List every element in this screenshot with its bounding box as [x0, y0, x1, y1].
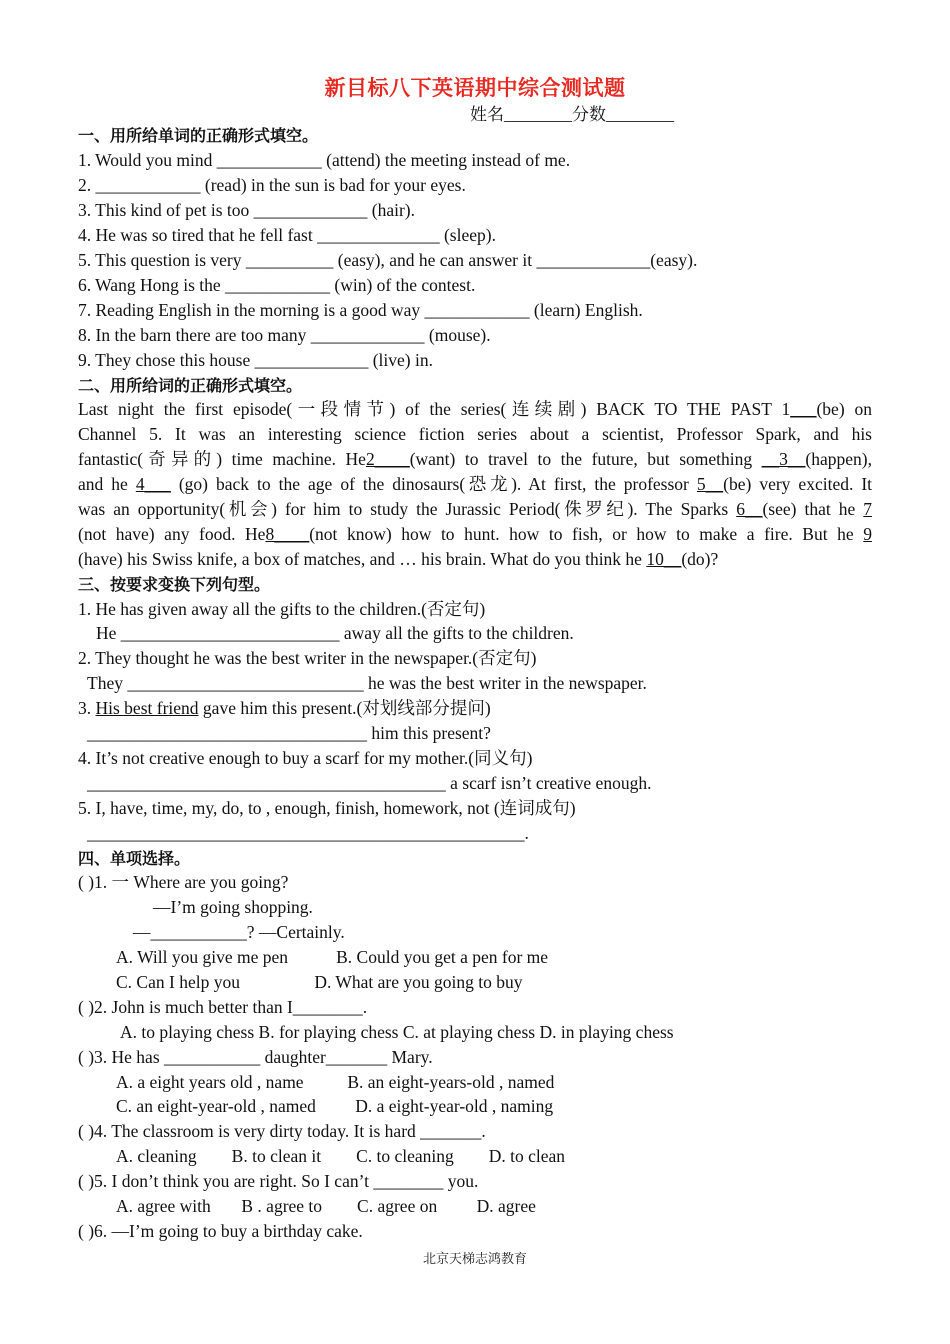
- s4-question-1: ( )1. 一 Where are you going?: [78, 872, 289, 892]
- s4-q3-options-ab: A. a eight years old , name B. an eight-years-old , named: [116, 1072, 555, 1092]
- underlined-phrase: His best friend: [95, 698, 199, 718]
- s4-q2-options: A. to playing chess B. for playing chess C. at playing chess D. in playing chess: [120, 1022, 674, 1042]
- s2-text: (have) his Swiss knife, a box of matches, and … his brain. What do you think he: [78, 549, 642, 569]
- s3-question-2: 2. They thought he was the best writer in the newspaper.(否定句): [78, 648, 537, 668]
- s2-text: (happen),: [805, 449, 872, 469]
- blank-1: ___: [790, 399, 817, 419]
- s2-text: (not have) any food. He: [78, 524, 266, 544]
- s2-text: Last night the first episode(一段情节) of the series(连续剧) BACK TO THE PAST 1: [78, 399, 791, 419]
- blank-7: 7: [863, 499, 873, 519]
- name-score-row: 姓名________分数________: [470, 105, 674, 124]
- s1-question-2: 2. ____________ (read) in the sun is bad for your eyes.: [78, 175, 466, 195]
- s2-line-5: [78, 497, 872, 522]
- s4-q1-dialog-2: —I’m going shopping.: [153, 897, 313, 917]
- s3-answer-line-1: He _________________________ away all the gifts to the children.: [96, 623, 574, 643]
- blank-4: 4___: [135, 474, 171, 494]
- s4-q5-options: A. agree with B . agree to C. agree on D. agree: [116, 1196, 536, 1216]
- s4-question-6: ( )6. —I’m going to buy a birthday cake.: [78, 1221, 363, 1241]
- blank-5: 5__: [696, 474, 724, 494]
- s3-question-3: [78, 696, 491, 721]
- s2-line-4: [78, 472, 872, 497]
- s3-answer-line-2: They ___________________________ he was the best writer in the newspaper.: [87, 673, 647, 693]
- s1-question-5: 5. This question is very __________ (easy), and he can answer it _____________(easy).: [78, 250, 698, 270]
- s2-text: (be) on: [816, 399, 872, 419]
- s3-answer-line-5: __________________________________________________.: [87, 823, 529, 843]
- exam-title: 新目标八下英语期中综合测试题: [324, 76, 626, 100]
- blank-10: 10__: [646, 549, 682, 569]
- blank-2: 2____: [365, 449, 410, 469]
- s2-line-7: [78, 547, 872, 572]
- s3-answer-line-3: ________________________________ him this present?: [87, 723, 491, 743]
- s4-q4-options: A. cleaning B. to clean it C. to cleaning D. to clean: [116, 1146, 566, 1166]
- blank-8: 8____: [265, 524, 310, 544]
- s2-text: and he: [78, 474, 128, 494]
- section1-heading: 一、用所给单词的正确形式填空。: [78, 126, 319, 145]
- page-footer: 北京天梯志鸿教育: [422, 1252, 527, 1267]
- s1-question-4: 4. He was so tired that he fell fast ______________ (sleep).: [78, 225, 496, 245]
- s1-question-1: 1. Would you mind ____________ (attend) the meeting instead of me.: [78, 150, 571, 170]
- s1-question-3: 3. This kind of pet is too _____________ (hair).: [78, 200, 416, 220]
- s1-question-8: 8. In the barn there are too many _____________ (mouse).: [78, 325, 491, 345]
- s2-line-2: Channel 5. It was an interesting science fiction series about a scientist, Professor Spark, and his: [78, 424, 872, 444]
- s4-q3-options-cd: C. an eight-year-old , named D. a eight-year-old , naming: [116, 1096, 554, 1116]
- blank-3: __3__: [761, 449, 806, 469]
- s2-text: was an opportunity(机会) for him to study the Jurassic Period(侏罗纪). The Sparks: [78, 499, 729, 519]
- section2-heading: 二、用所给词的正确形式填空。: [78, 376, 303, 395]
- s4-question-5: ( )5. I don’t think you are right. So I can’t ________ you.: [78, 1171, 479, 1191]
- s3-text: gave him this present.(对划线部分提问): [202, 698, 491, 718]
- s2-text: (see) that he: [762, 499, 856, 519]
- s1-question-9: 9. They chose this house _____________ (live) in.: [78, 350, 433, 370]
- s4-q1-options-cd: C. Can I help you D. What are you going to buy: [116, 972, 523, 992]
- s3-question-1: 1. He has given away all the gifts to the children.(否定句): [78, 599, 486, 619]
- s3-question-4: 4. It’s not creative enough to buy a scarf for my mother.(同义句): [78, 748, 533, 768]
- s2-line-3: [78, 447, 872, 472]
- s1-question-7: 7. Reading English in the morning is a good way ____________ (learn) English.: [78, 300, 643, 320]
- s4-q1-dialog-3: —___________? —Certainly.: [133, 922, 345, 942]
- s2-text: (go) back to the age of the dinosaurs(恐龙). At first, the professor: [178, 474, 689, 494]
- s3-text: 3.: [78, 698, 92, 718]
- s2-text: fantastic(奇异的) time machine. He: [78, 449, 366, 469]
- s2-text: (not know) how to hunt. how to fish, or how to make a fire. But he: [309, 524, 854, 544]
- s4-question-2: ( )2. John is much better than I________.: [78, 997, 368, 1017]
- s4-question-3: ( )3. He has ___________ daughter_______ Mary.: [78, 1047, 433, 1067]
- blank-6: 6__: [736, 499, 763, 519]
- s4-question-4: ( )4. The classroom is very dirty today. It is hard _______.: [78, 1121, 486, 1141]
- s2-line-1: [78, 397, 872, 422]
- s2-text: (want) to travel to the future, but something: [409, 449, 753, 469]
- s4-q1-options-ab: A. Will you give me pen B. Could you get a pen for me: [116, 947, 549, 967]
- s1-question-6: 6. Wang Hong is the ____________ (win) of the contest.: [78, 275, 476, 295]
- s3-answer-line-4: _________________________________________ a scarf isn’t creative enough.: [87, 773, 652, 793]
- blank-9: 9: [863, 524, 872, 544]
- section4-heading: 四、单项选择。: [78, 849, 191, 868]
- s2-text: (be) very excited. It: [723, 474, 873, 494]
- s3-question-5: 5. I, have, time, my, do, to , enough, finish, homework, not (连词成句): [78, 798, 576, 818]
- s2-line-6: [78, 522, 872, 547]
- s2-text: (do)?: [681, 549, 719, 569]
- section3-heading: 三、按要求变换下列句型。: [78, 575, 271, 594]
